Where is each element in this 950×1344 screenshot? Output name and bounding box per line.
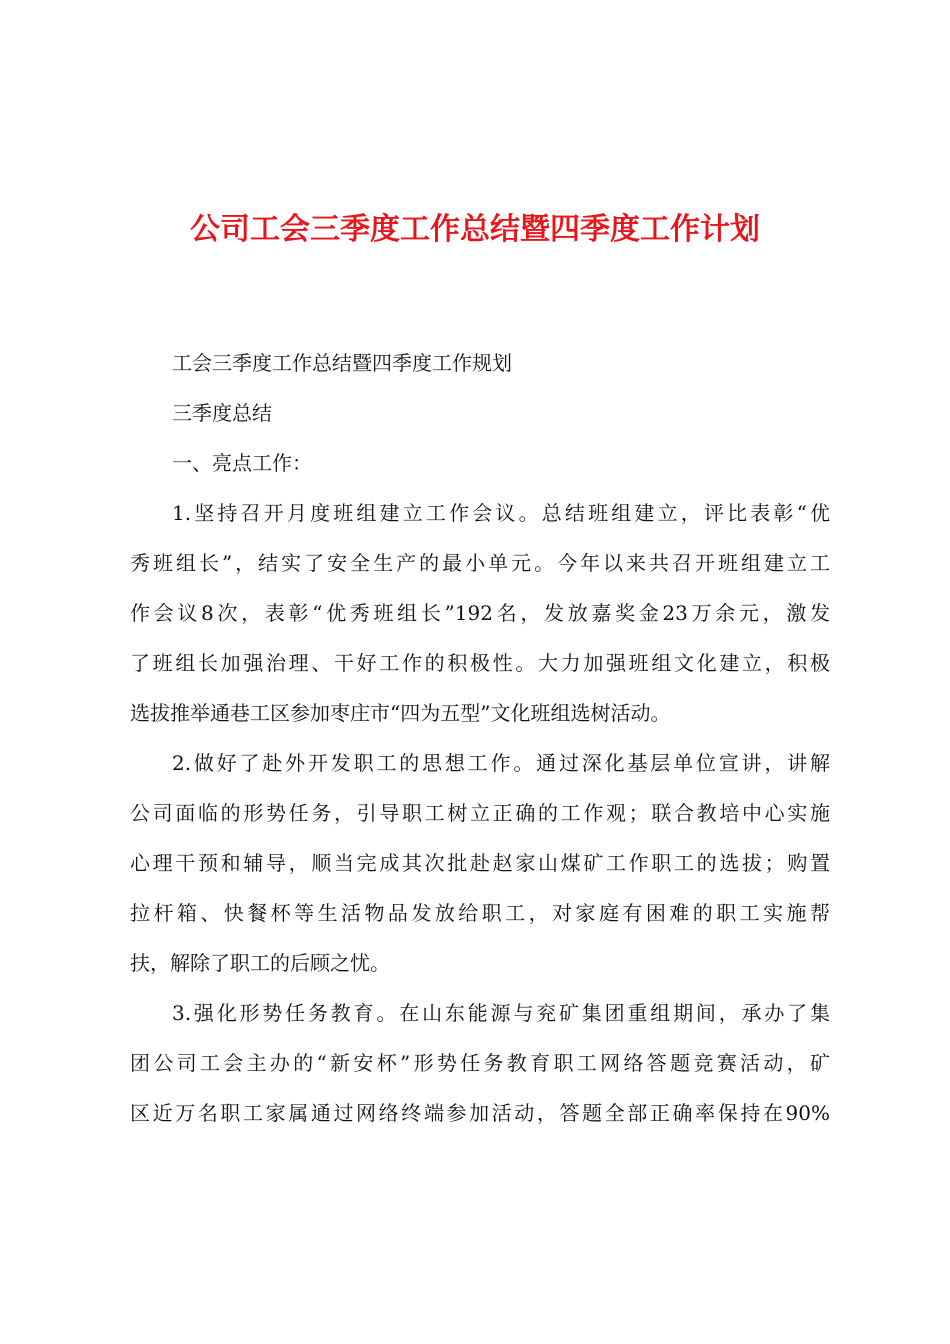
paragraph-1-line-2: 秀班组长”，结实了安全生产的最小单元。今年以来共召开班组建立工 [130, 551, 830, 575]
paragraph-2-line-4: 拉杆箱、快餐杯等生活物品发放给职工，对家庭有困难的职工实施帮 [130, 901, 830, 925]
subsection-heading: 一、亮点工作： [172, 451, 312, 475]
document-body [130, 343, 830, 1143]
paragraph-1-line-3: 作会议8次，表彰“优秀班组长”192名，发放嘉奖金23万余元，激发 [130, 601, 830, 625]
paragraph-2-line-5: 扶，解除了职工的后顾之忧。 [130, 951, 390, 975]
section-heading: 三季度总结 [172, 401, 272, 425]
paragraph-1-line-1: 1.坚持召开月度班组建立工作会议。总结班组建立，评比表彰“优 [172, 501, 830, 525]
paragraph-3-line-1: 3.强化形势任务教育。在山东能源与兖矿集团重组期间，承办了集 [172, 1001, 830, 1025]
paragraph-1-line-5: 选拔推举通巷工区参加枣庄市“四为五型”文化班组选树活动。 [130, 701, 671, 725]
paragraph-2-line-1: 2.做好了赴外开发职工的思想工作。通过深化基层单位宣讲，讲解 [172, 751, 830, 775]
paragraph-1-line-4: 了班组长加强治理、干好工作的积极性。大力加强班组文化建立，积极 [130, 651, 830, 675]
paragraph-2-line-3: 心理干预和辅导，顺当完成其次批赴赵家山煤矿工作职工的选拔；购置 [130, 851, 830, 875]
paragraph-3-line-2: 团公司工会主办的“新安杯”形势任务教育职工网络答题竞赛活动，矿 [130, 1051, 830, 1075]
document-title: 公司工会三季度工作总结暨四季度工作计划 [190, 212, 760, 247]
paragraph-3-line-3: 区近万名职工家属通过网络终端参加活动，答题全部正确率保持在90% [130, 1101, 830, 1125]
subtitle-line: 工会三季度工作总结暨四季度工作规划 [172, 351, 512, 375]
paragraph-2-line-2: 公司面临的形势任务，引导职工树立正确的工作观；联合教培中心实施 [130, 801, 830, 825]
